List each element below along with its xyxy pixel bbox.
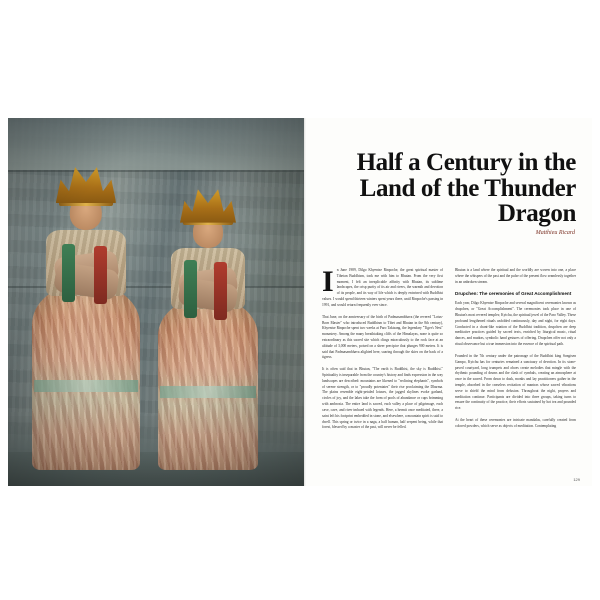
byline: Matthieu Ricard [535, 229, 575, 236]
ribbon-red-icon [94, 246, 107, 304]
section-subhead: Drupchen: The ceremonies of Great Accomplishment [455, 291, 572, 297]
ribbon-red-icon [214, 262, 227, 320]
drop-cap: I [322, 265, 334, 298]
robe-sash [34, 380, 138, 392]
dancer-right [158, 192, 258, 470]
gold-crown-icon [180, 186, 236, 222]
body-paragraph: That June, on the anniversary of the birth of Padmasambhava (the revered "Lotus-Born Master" who introduced Buddhism to Tibet and Bhutan in the 8th century), Khyentse Rinpoche spent two weeks at Paro Taktsang, the legendary "Tiger's Nest" monastery. Among the many breathtaking cliffs of the Himalayas, none is quite so extraordinary as this sacred site which clings miraculously to the rock face at an altitude of 3,000 meters, poised on a sheer precipice that plunges 900 meters. It is said that Padmasambhava alighted here, soaring through the skies on the back of a tigress. [322, 314, 443, 360]
column-left [322, 265, 444, 468]
paragraph-text: n June 1989, Dilgo Khyentse Rinpoche, the great spiritual master of Tibetan Buddhism, took me with him to Bhutan. From the very first moment, I felt an inexplicable affinity with Bhutan, its sublime landscapes, the crisp purity of its air and rivers, the warmth and devotion of its people, and its way of life which is deeply entwined with Buddhist values. I would spend thirteen winters spent years there, until Rinpoche's passing in 1991, and would return frequently ever since. [322, 268, 443, 307]
gold-crown-icon [56, 164, 116, 203]
ribbon-green-icon [184, 260, 197, 318]
brocade-robe [158, 298, 258, 470]
spread-gutter [304, 118, 306, 486]
dancer-left [32, 170, 140, 470]
body-paragraph: Each year, Dilgo Khyentse Rinpoche and several magnificent ceremonies known as drupchen, or "Great Accomplishment". The ceremonies took place in one of Bhutan's most revered temples; Kyichu, the spiritual jewel of the Paro Valley. These profound lengthened rituals unfolded continuously, day and night, for eight days. Conducted in a chant-like rotation of the Buddhist tradition, drupchen are deep meditative practices guided by sacred texts, enriched by liturgical music, ritual dances, and mudras, symbolic hand gestures of offering. Drupchen offer not only a ritual observance but a true immersion into the essence of the spiritual path. [455, 301, 576, 347]
text-columns [322, 265, 576, 468]
robe-sash [160, 386, 256, 398]
right-page-text [304, 118, 592, 486]
photograph [8, 118, 304, 486]
body-paragraph: It is often said that in Bhutan, "The earth is Buddhist, the sky is Buddhist." Spirituality is inseparable from the country's history and finds expression in the way landscapes are described: mountains are likened to "reclining elephants", symbols of serene strength, or to "proudly potentates" their rise proclaiming the Dharma. The plains resemble eight-petaled lotuses, the jagged skylines evoke garland, circles of joy, and the lakes take the form of pools of abundance or cups brimming with ambrosia. The entire land is sacred, each valley a place of pilgrimage, each cave, cave, and river imbued with legends. Here, a hermit once meditated, there, a saint left his footprint embedded in stone, and elsewhere, a mountain spirit is said to dwell. This spring or twice in a naga, a half human, half serpent being, while that forest, blessed by a master of the past, will never be felled. [322, 367, 444, 430]
wall-upper-band [8, 118, 304, 170]
body-paragraph: At the heart of these ceremonies are intricate mandalas, carefully created from colored powders, which serve as objects of meditation. Contemplating [455, 418, 576, 428]
body-paragraph: Bhutan is a land where the spiritual and the worldly are woven into one, a place where the whispers of the past and the pulse of the present flow seamlessly together in an unbroken stream. [455, 268, 576, 284]
brocade-robe [32, 284, 140, 470]
body-paragraph [322, 265, 443, 309]
body-paragraph: Founded in the 7th century under the patronage of the Buddhist king Songtsen Gampo, Kyichu has for centuries remained a sanctuary of devotion. In its stone-paved courtyard, long trumpets and oboes create melodies that mingle with the rhythmic pounding of drums and the clash of cymbals, creating an atmosphere at once in the sacred. From dawn to dusk, monks and lay practitioners gather in the temple, absorbed in the ceaseless recitation of mantras whose sacred vibrations serve to shield the mind from delusion. Throughout the night, prayers and meditation continue. Participants are divided into three groups, taking turns to ensure the continuity of the practice, their efforts sustained by hot tea and pounded rice. [455, 353, 576, 411]
page-number: 129 [573, 477, 580, 482]
ribbon-green-icon [62, 244, 75, 302]
left-page-photo [8, 118, 304, 486]
page-wrap [8, 118, 592, 486]
column-right [455, 268, 576, 468]
page-title: Half a Century in the Land of the Thunder Dragon [356, 149, 576, 227]
